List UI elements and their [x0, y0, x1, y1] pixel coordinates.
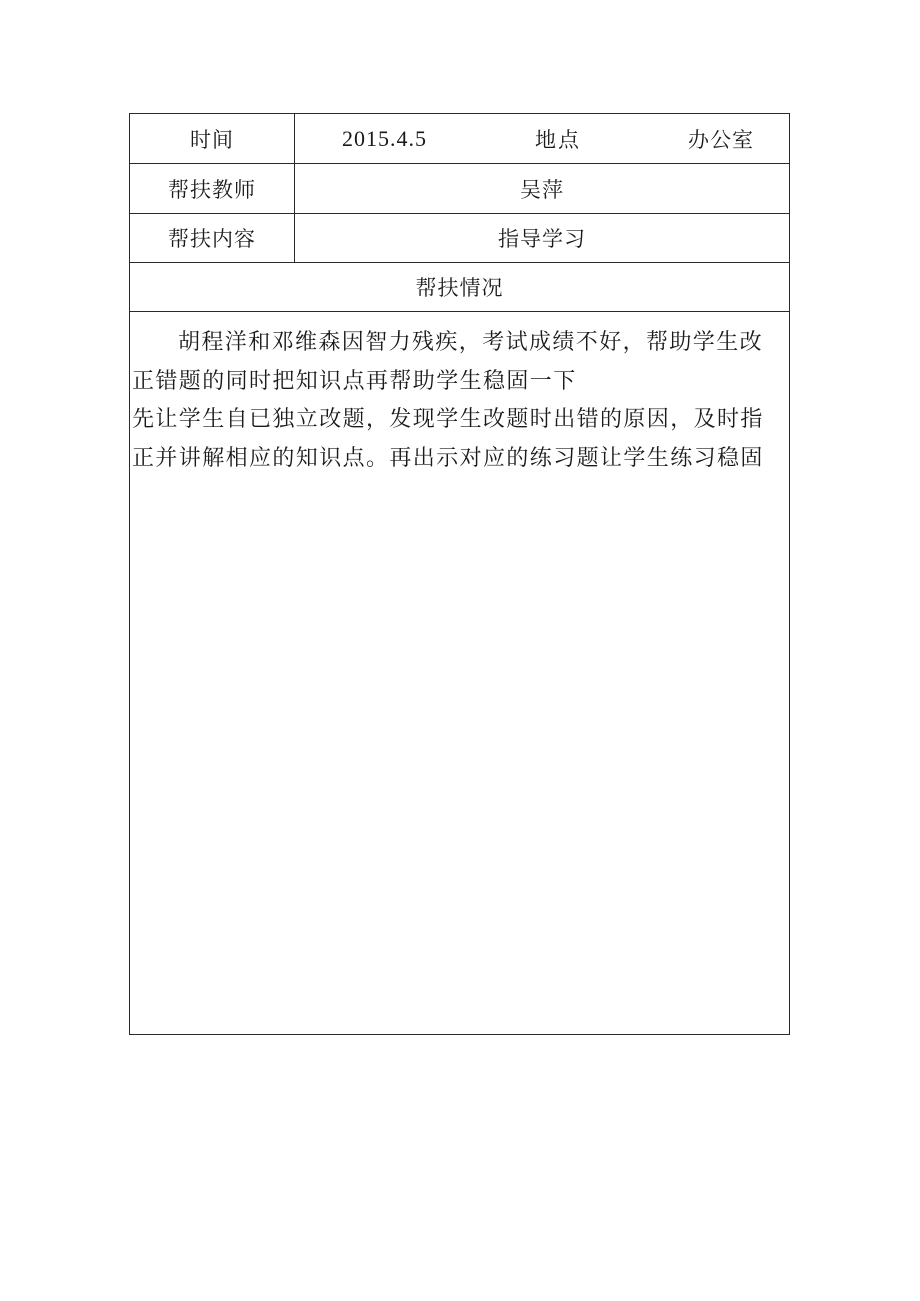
- time-label: 时间: [130, 114, 295, 163]
- assistance-record-table: [129, 113, 790, 1035]
- place-label: 地点: [535, 127, 581, 152]
- time-value: 2015.4.5: [342, 125, 427, 151]
- situation-body: [130, 312, 789, 478]
- place-value: 办公室: [688, 127, 754, 152]
- situation-title: 帮扶情况: [415, 276, 504, 300]
- situation-paragraph-1: 胡程洋和邓维森因智力残疾，考试成绩不好，帮助学生改正错题的同时把知识点再帮助学生稳固一下: [132, 330, 764, 394]
- content-row: [130, 214, 789, 263]
- situation-paragraph-2: 先让学生自已独立改题，发现学生改题时出错的原因，及时指正并讲解相应的知识点。再出示对应的练习题让学生练习稳固: [132, 407, 764, 471]
- teacher-row: [130, 164, 789, 214]
- teacher-label: 帮扶教师: [130, 164, 295, 213]
- time-place-row: [130, 114, 789, 164]
- situation-header-row: [130, 263, 789, 312]
- content-value: 指导学习: [498, 227, 586, 251]
- teacher-value: 吴萍: [520, 177, 564, 202]
- content-label: 帮扶内容: [130, 214, 295, 262]
